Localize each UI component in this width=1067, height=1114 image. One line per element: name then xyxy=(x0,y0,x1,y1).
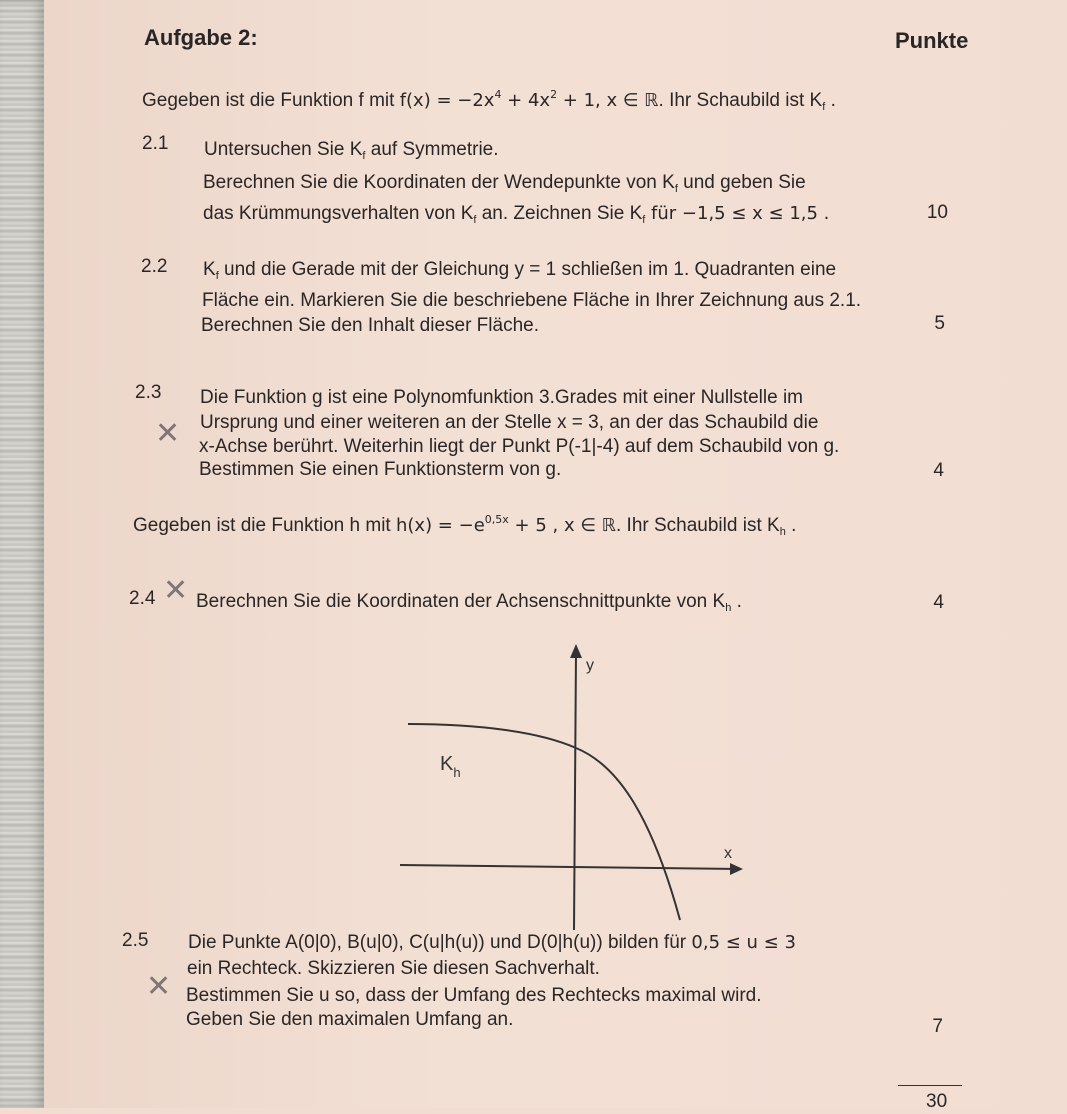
t22-l1b: und die Gerade mit der Gleichung y = 1 schließen im 1. Quadranten eine xyxy=(218,259,837,280)
formula-f-start: f(x) = −2x xyxy=(399,90,495,111)
t24-l1b: . xyxy=(731,591,742,612)
graph-kh xyxy=(400,640,760,930)
formula-h-exp: 0,5x xyxy=(484,513,509,526)
task-2-2-line3: Berechnen Sie den Inhalt dieser Fläche. xyxy=(201,315,539,336)
points-heading: Punkte xyxy=(895,28,969,53)
task-2-5-line3: Bestimmen Sie u so, dass der Umfang des Rechtecks maximal wird. xyxy=(186,985,762,1006)
x-axis xyxy=(400,865,740,869)
y-axis-arrow xyxy=(570,644,582,658)
intro-f-sub: f xyxy=(822,101,826,113)
task-2-4-line1 xyxy=(196,590,742,620)
t21-l1b: auf Symmetrie. xyxy=(365,139,499,160)
task-2-2-number: 2.2 xyxy=(141,256,168,277)
t24-l1sub: h xyxy=(725,602,732,614)
task-2-5-number: 2.5 xyxy=(122,930,149,951)
intro-h-suffix: . Ihr Schaubild ist K xyxy=(615,515,780,536)
t21-l2a: Berechnen Sie die Koordinaten der Wendepunkte von K xyxy=(203,172,675,193)
intro-f-suffix: . Ihr Schaubild ist K xyxy=(658,90,823,111)
task-2-2-line1 xyxy=(203,258,836,288)
task-2-3-number: 2.3 xyxy=(135,382,162,403)
t24-l1a: Berechnen Sie die Koordinaten der Achsenschnittpunkte von K xyxy=(196,591,726,612)
formula-f-tail: + 1, x ∈ ℝ xyxy=(557,90,659,111)
task-2-3-line2: Ursprung und einer weiteren an der Stelle x = 3, an der das Schaubild die xyxy=(200,412,819,433)
pencil-cross-mark: ✕ xyxy=(163,574,189,607)
pencil-cross-mark: ✕ xyxy=(155,417,181,450)
task-2-3-line4: Bestimmen Sie einen Funktionsterm von g. xyxy=(199,459,562,480)
task-2-4-points: 4 xyxy=(933,592,944,613)
intro-h-sub: h xyxy=(779,526,786,538)
t21-l2b: und geben Sie xyxy=(677,172,806,193)
intro-h-prefix: Gegeben ist die Funktion h mit xyxy=(133,515,396,536)
t25-l1b: 0,5 ≤ u ≤ 3 xyxy=(691,932,796,953)
y-axis xyxy=(574,652,576,930)
t21-l3sub1: f xyxy=(473,214,477,226)
task-2-1-line2 xyxy=(203,171,806,201)
task-2-1-line3 xyxy=(203,202,829,232)
formula-f-exp1: 4 xyxy=(494,88,502,101)
formula-h-tail: + 5 , x ∈ ℝ xyxy=(508,515,616,536)
formula-f-exp2: 2 xyxy=(550,88,558,101)
formula-h xyxy=(396,515,616,536)
pencil-cross-mark: ✕ xyxy=(146,970,172,1003)
task-2-5-line4: Geben Sie den maximalen Umfang an. xyxy=(186,1009,514,1030)
x-axis-label: x xyxy=(724,845,732,862)
curve-label xyxy=(440,753,461,780)
intro-f-prefix: Gegeben ist die Funktion f mit xyxy=(142,90,400,111)
t22-l1sub: f xyxy=(215,270,219,282)
x-axis-arrow xyxy=(730,863,743,875)
task-2-1-number: 2.1 xyxy=(142,133,169,154)
t25-l1a: Die Punkte A(0|0), B(u|0), C(u|h(u)) und D(0|h(u)) bilden für xyxy=(188,932,692,953)
task-2-2-points: 5 xyxy=(934,313,945,334)
task-2-3-points: 4 xyxy=(933,460,944,481)
task-2-5-line1 xyxy=(188,931,796,955)
task-2-3-line3: x-Achse berührt. Weiterhin liegt der Punkt P(-1|-4) auf dem Schaubild von g. xyxy=(199,436,840,457)
curve-label-sub: h xyxy=(453,765,461,780)
total-points: 30 xyxy=(926,1091,948,1112)
formula-f-mid: + 4x xyxy=(501,90,551,111)
intro-f-end: . xyxy=(825,90,836,111)
curve-label-k: K xyxy=(440,753,454,775)
t21-l3sub2: f xyxy=(642,214,646,226)
t21-l3c: für −1,5 ≤ x ≤ 1,5 . xyxy=(645,203,830,224)
t21-l3b: an. Zeichnen Sie K xyxy=(476,203,643,224)
task-title: Aufgabe 2: xyxy=(144,25,258,50)
task-2-1-points: 10 xyxy=(926,202,948,223)
task-2-1-line1 xyxy=(204,138,499,168)
t21-l1sub: f xyxy=(362,150,366,162)
formula-f xyxy=(400,90,659,111)
task-2-4-number: 2.4 xyxy=(129,588,156,609)
t22-l1a: K xyxy=(203,259,216,280)
ring-binding xyxy=(0,0,44,1108)
task-2-3-line1: Die Funktion g ist eine Polynomfunktion 3.Grades mit einer Nullstelle im xyxy=(200,387,803,408)
task-2-2-line2: Fläche ein. Markieren Sie die beschriebene Fläche in Ihrer Zeichnung aus 2.1. xyxy=(202,290,862,311)
intro-h-end: . xyxy=(785,515,797,536)
y-axis-label: y xyxy=(586,657,594,674)
intro-f xyxy=(142,83,836,119)
intro-h xyxy=(133,508,796,544)
t21-l1a: Untersuchen Sie K xyxy=(204,139,363,160)
t21-l2sub: f xyxy=(674,183,678,195)
task-2-5-points: 7 xyxy=(932,1016,943,1037)
t21-l3a: das Krümmungsverhalten von K xyxy=(203,203,474,224)
total-rule xyxy=(898,1085,962,1086)
task-2-5-line2: ein Rechteck. Skizzieren Sie diesen Sachverhalt. xyxy=(187,958,600,979)
formula-h-start: h(x) = −e xyxy=(395,515,485,536)
